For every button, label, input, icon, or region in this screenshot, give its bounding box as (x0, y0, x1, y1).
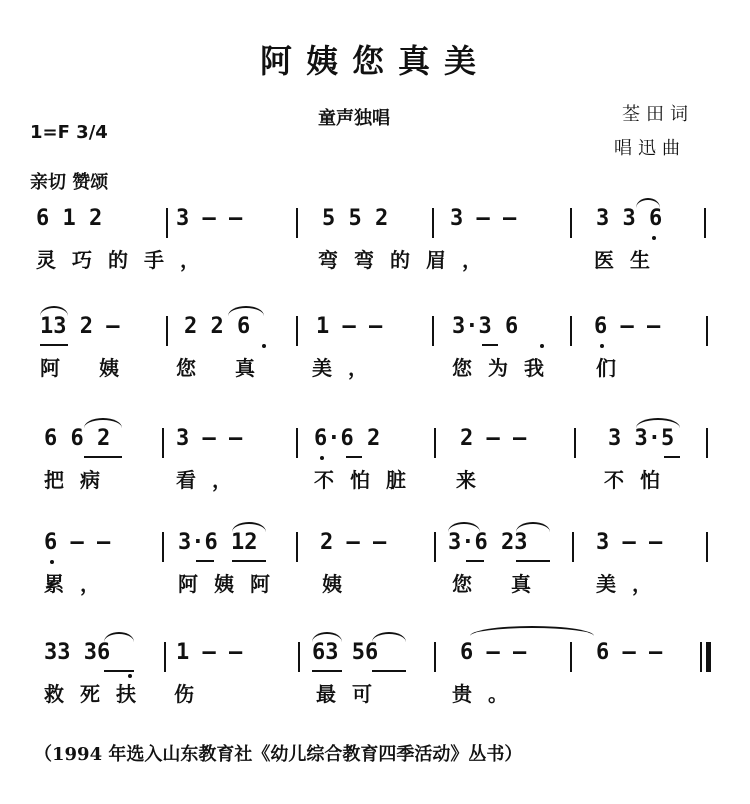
tempo-marking: 亲切 赞颂 (30, 172, 109, 193)
measure: 3 — — (450, 206, 517, 231)
lyric: 美， (596, 572, 668, 596)
bar-line (296, 208, 298, 238)
bar-line (296, 316, 298, 346)
bar-line (706, 428, 708, 458)
measure: 6 6 2 (44, 426, 111, 451)
bar-line (166, 316, 168, 346)
lyrics-line (0, 352, 750, 380)
octave-dot (320, 456, 324, 460)
lyric: 贵。 (452, 682, 524, 706)
bar-line (572, 532, 574, 562)
notes-line (0, 206, 750, 236)
notes-line (0, 426, 750, 456)
measure: 6·6 2 (314, 426, 381, 451)
slur-mark (84, 418, 122, 428)
measure: 1 — — (176, 640, 243, 665)
underline-mark (40, 344, 68, 346)
final-bar-line (706, 642, 711, 672)
underline-mark (232, 560, 266, 562)
measure: 2 — — (460, 426, 527, 451)
measure: 3·6 23 (448, 530, 528, 555)
measure: 33 36 (44, 640, 111, 665)
lyrics-line (0, 464, 750, 492)
lyric: 累， (44, 572, 116, 596)
lyric: 们 (596, 356, 632, 380)
bar-line (434, 428, 436, 458)
measure: 3 3·5 (608, 426, 675, 451)
measure: 1 — — (316, 314, 383, 339)
underline-mark (84, 456, 122, 458)
song-subtitle: 童声独唱 (318, 108, 390, 129)
lyric: 救死扶 (44, 682, 152, 706)
lyrics-line (0, 568, 750, 596)
measure: 63 56 (312, 640, 379, 665)
tie-mark (470, 626, 594, 636)
lyric: 您 真 (452, 572, 547, 596)
bar-line (706, 532, 708, 562)
octave-dot (50, 560, 54, 564)
measure: 6 — — (596, 640, 663, 665)
underline-mark (372, 670, 406, 672)
lyric: 弯弯的眉， (318, 248, 498, 272)
bar-line (166, 208, 168, 238)
octave-dot (540, 344, 544, 348)
lyric: 看， (176, 468, 248, 492)
composer-credit: 唱迅曲 (614, 138, 686, 159)
notes-line (0, 530, 750, 560)
lyric: 阿 姨 (40, 356, 135, 380)
lyric: 不怕 (604, 468, 676, 492)
measure: 3 — — (596, 530, 663, 555)
underline-mark (482, 344, 498, 346)
lyric: 医生 (594, 248, 666, 272)
bar-line (704, 208, 706, 238)
underline-mark (346, 456, 362, 458)
song-title: 阿姨您真美 (259, 42, 490, 80)
underline-mark (516, 560, 550, 562)
measure: 2 2 6 (184, 314, 251, 339)
lyrics-line (0, 678, 750, 706)
slur-mark (104, 632, 134, 642)
bar-line (162, 428, 164, 458)
bar-line (164, 642, 166, 672)
notes-line (0, 640, 750, 670)
publication-note: （1994 年选入山东教育社《幼儿综合教育四季活动》丛书） (34, 744, 523, 765)
bar-line (570, 642, 572, 672)
bar-line (432, 208, 434, 238)
slur-mark (228, 306, 264, 316)
slur-mark (636, 418, 680, 428)
slur-mark (232, 522, 266, 532)
bar-line (570, 316, 572, 346)
slur-mark (516, 522, 550, 532)
lyric: 把病 (44, 468, 116, 492)
bar-line (434, 532, 436, 562)
measure: 6 — — (460, 640, 527, 665)
lyricist-credit: 荃田词 (622, 104, 694, 125)
bar-line (706, 316, 708, 346)
measure: 6 — — (44, 530, 111, 555)
octave-dot (262, 344, 266, 348)
measure: 3·6 12 (178, 530, 258, 555)
underline-mark (312, 670, 342, 672)
bar-line (700, 642, 702, 672)
measure: 6 1 2 (36, 206, 103, 231)
notes-line (0, 314, 750, 344)
underline-mark (104, 670, 134, 672)
measure: 2 — — (320, 530, 387, 555)
measure: 3 — — (176, 426, 243, 451)
measure: 13 2 — (40, 314, 120, 339)
measure: 5 5 2 (322, 206, 389, 231)
lyric: 姨 (322, 572, 358, 596)
underline-mark (466, 560, 484, 562)
slur-mark (372, 632, 406, 642)
bar-line (162, 532, 164, 562)
measure: 3 3 6 (596, 206, 663, 231)
measure: 3 — — (176, 206, 243, 231)
lyric: 伤 (174, 682, 210, 706)
octave-dot (600, 344, 604, 348)
measure: 6 — — (594, 314, 661, 339)
bar-line (296, 428, 298, 458)
bar-line (570, 208, 572, 238)
octave-dot (652, 236, 656, 240)
lyrics-line (0, 244, 750, 272)
lyric: 您为我 (452, 356, 560, 380)
slur-mark (636, 198, 660, 208)
lyric: 来 (456, 468, 492, 492)
lyric: 不怕脏 (314, 468, 422, 492)
bar-line (298, 642, 300, 672)
bar-line (574, 428, 576, 458)
lyric: 最可 (316, 682, 388, 706)
underline-mark (664, 456, 680, 458)
underline-mark (196, 560, 214, 562)
key-signature: 1=F 3/4 (30, 122, 108, 143)
lyric: 灵巧的手， (36, 248, 216, 272)
bar-line (296, 532, 298, 562)
bar-line (434, 642, 436, 672)
bar-line (432, 316, 434, 346)
lyric: 阿姨阿 (178, 572, 286, 596)
measure: 3·3 6 (452, 314, 519, 339)
lyric: 美， (312, 356, 384, 380)
lyric: 您 真 (176, 356, 271, 380)
